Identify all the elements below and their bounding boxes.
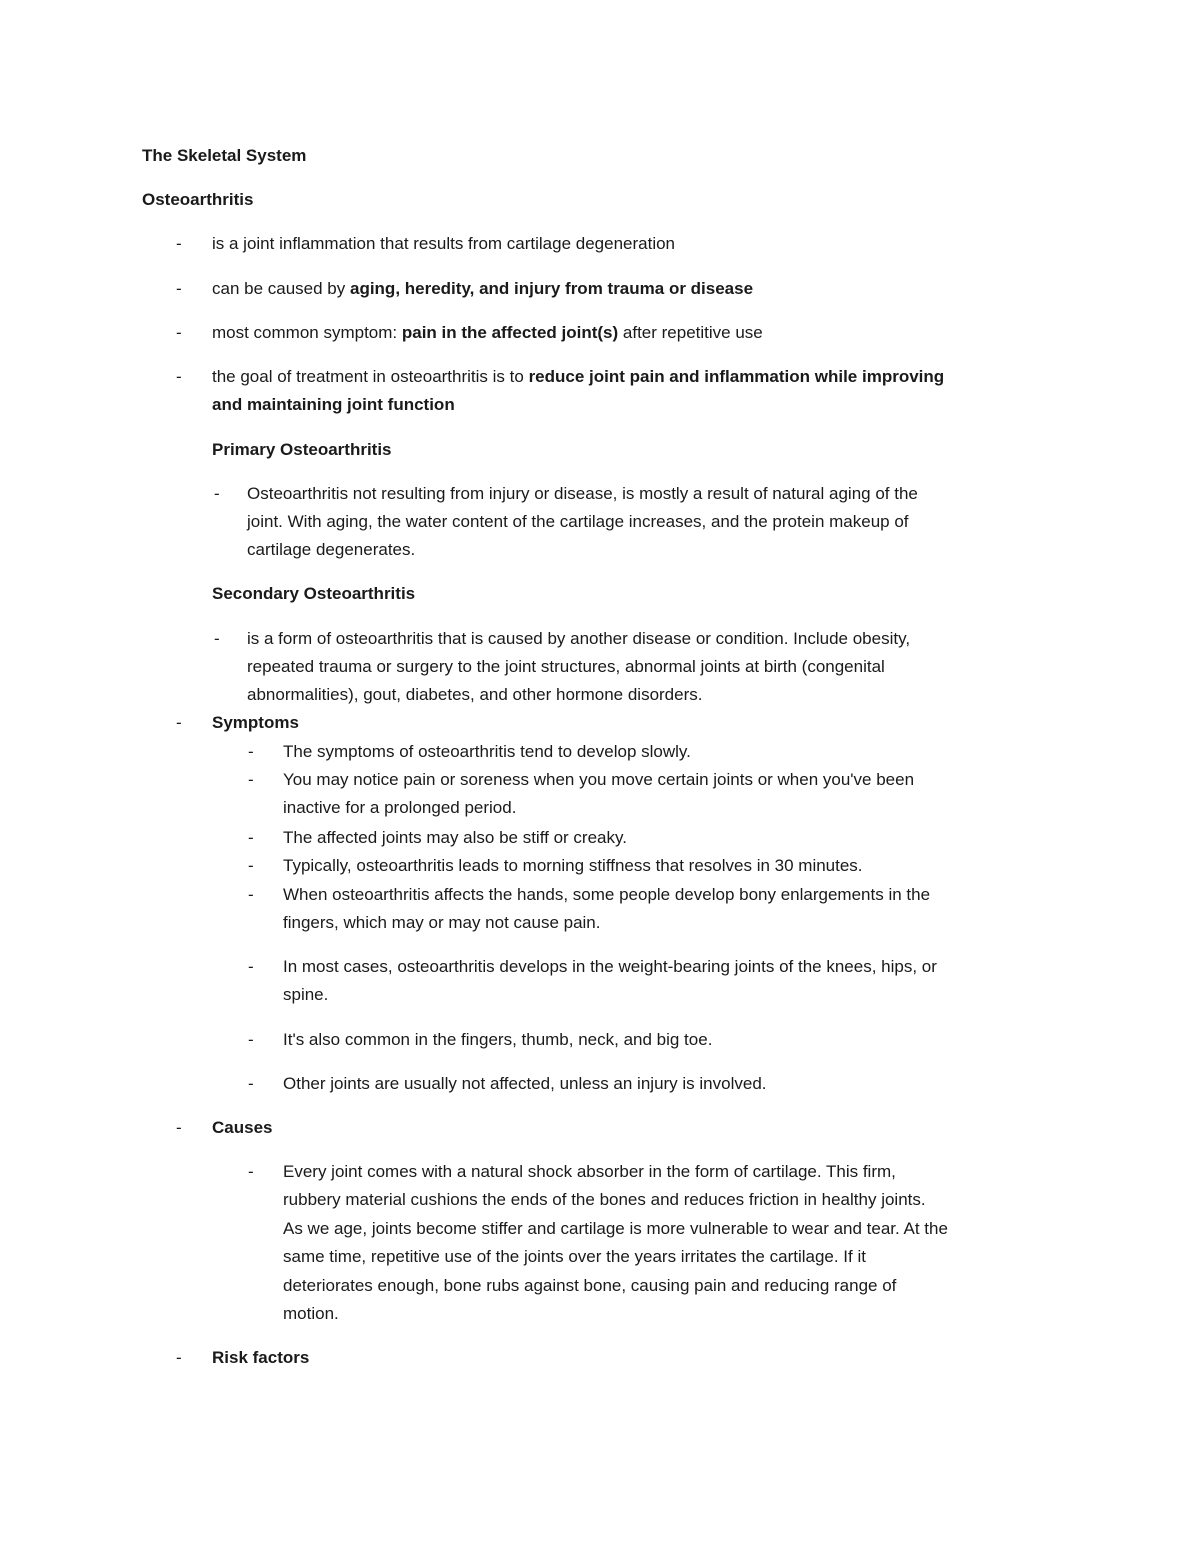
document-title: The Skeletal System: [142, 146, 307, 165]
bold-run: aging, heredity, and injury from trauma or disease: [349, 279, 754, 298]
bullet-dash: -: [176, 713, 182, 732]
bullet-dash: -: [248, 770, 254, 789]
subheading-risk-factors: Risk factors: [212, 1348, 310, 1367]
symptom-item: The symptoms of osteoarthritis tend to develop slowly.: [283, 742, 691, 761]
subheading-secondary: Secondary Osteoarthritis: [212, 584, 416, 603]
subheading-symptoms: Symptoms: [212, 713, 299, 732]
subheading-primary: Primary Osteoarthritis: [212, 440, 392, 459]
bullet-dash: -: [176, 279, 182, 298]
paragraph-line: abnormalities), gout, diabetes, and other hormone disorders.: [247, 685, 703, 704]
symptom-item-continued: inactive for a prolonged period.: [283, 798, 517, 817]
bullet-text-continued: and maintaining joint function: [212, 395, 455, 414]
text-run: the goal of treatment in osteoarthritis is to: [212, 367, 529, 386]
symptom-item: When osteoarthritis affects the hands, some people develop bony enlargements in the: [283, 885, 931, 904]
paragraph-line: is a form of osteoarthritis that is caused by another disease or condition. Include obesity,: [247, 629, 911, 648]
paragraph-line: Osteoarthritis not resulting from injury or disease, is mostly a result of natural aging of the: [247, 484, 918, 503]
section-heading-osteoarthritis: Osteoarthritis: [142, 190, 254, 209]
paragraph-line: deteriorates enough, bone rubs against bone, causing pain and reducing range of: [283, 1276, 897, 1295]
bullet-dash: -: [248, 742, 254, 761]
bullet-text: [212, 274, 753, 303]
text-run: after repetitive use: [618, 323, 763, 342]
paragraph-line: joint. With aging, the water content of the cartilage increases, and the protein makeup of: [247, 512, 909, 531]
paragraph-line: Every joint comes with a natural shock absorber in the form of cartilage. This firm,: [283, 1162, 896, 1181]
symptom-item-continued: fingers, which may or may not cause pain.: [283, 913, 601, 932]
symptom-item: In most cases, osteoarthritis develops in the weight-bearing joints of the knees, hips, or: [283, 957, 937, 976]
bold-run: pain in the affected joint(s): [401, 323, 619, 342]
bullet-dash: -: [248, 957, 254, 976]
bullet-dash: -: [176, 1118, 182, 1137]
symptom-item-continued: spine.: [283, 985, 329, 1004]
paragraph-line: same time, repetitive use of the joints over the years irritates the cartilage. If it: [283, 1247, 866, 1266]
subheading-causes: Causes: [212, 1118, 273, 1137]
bullet-dash: -: [214, 484, 220, 503]
symptom-item: Other joints are usually not affected, unless an injury is involved.: [283, 1074, 767, 1093]
paragraph-line: rubbery material cushions the ends of the bones and reduces friction in healthy joints.: [283, 1190, 926, 1209]
bold-run: reduce joint pain and inflammation while improving: [528, 367, 945, 386]
bullet-dash: -: [248, 885, 254, 904]
bullet-dash: -: [248, 828, 254, 847]
bullet-dash: -: [214, 629, 220, 648]
bullet-dash: -: [248, 1162, 254, 1181]
symptom-item: Typically, osteoarthritis leads to morning stiffness that resolves in 30 minutes.: [283, 856, 863, 875]
symptom-item: The affected joints may also be stiff or creaky.: [283, 828, 627, 847]
bullet-dash: -: [248, 1074, 254, 1093]
symptom-item: It's also common in the fingers, thumb, neck, and big toe.: [283, 1030, 713, 1049]
symptom-item: You may notice pain or soreness when you move certain joints or when you've been: [283, 770, 915, 789]
bullet-dash: -: [176, 367, 182, 386]
bullet-text: [212, 318, 763, 347]
text-run: most common symptom:: [212, 323, 402, 342]
bullet-dash: -: [248, 856, 254, 875]
bullet-dash: -: [176, 323, 182, 342]
bullet-dash: -: [176, 1348, 182, 1367]
bullet-dash: -: [248, 1030, 254, 1049]
paragraph-line: cartilage degenerates.: [247, 540, 416, 559]
bullet-text: [212, 362, 944, 391]
text-run: can be caused by: [212, 279, 350, 298]
paragraph-line: repeated trauma or surgery to the joint structures, abnormal joints at birth (congenital: [247, 657, 885, 676]
bullet-dash: -: [176, 234, 182, 253]
paragraph-line: As we age, joints become stiffer and cartilage is more vulnerable to wear and tear. At the: [283, 1219, 948, 1238]
bullet-text: is a joint inflammation that results from cartilage degeneration: [212, 234, 676, 253]
paragraph-line: motion.: [283, 1304, 339, 1323]
